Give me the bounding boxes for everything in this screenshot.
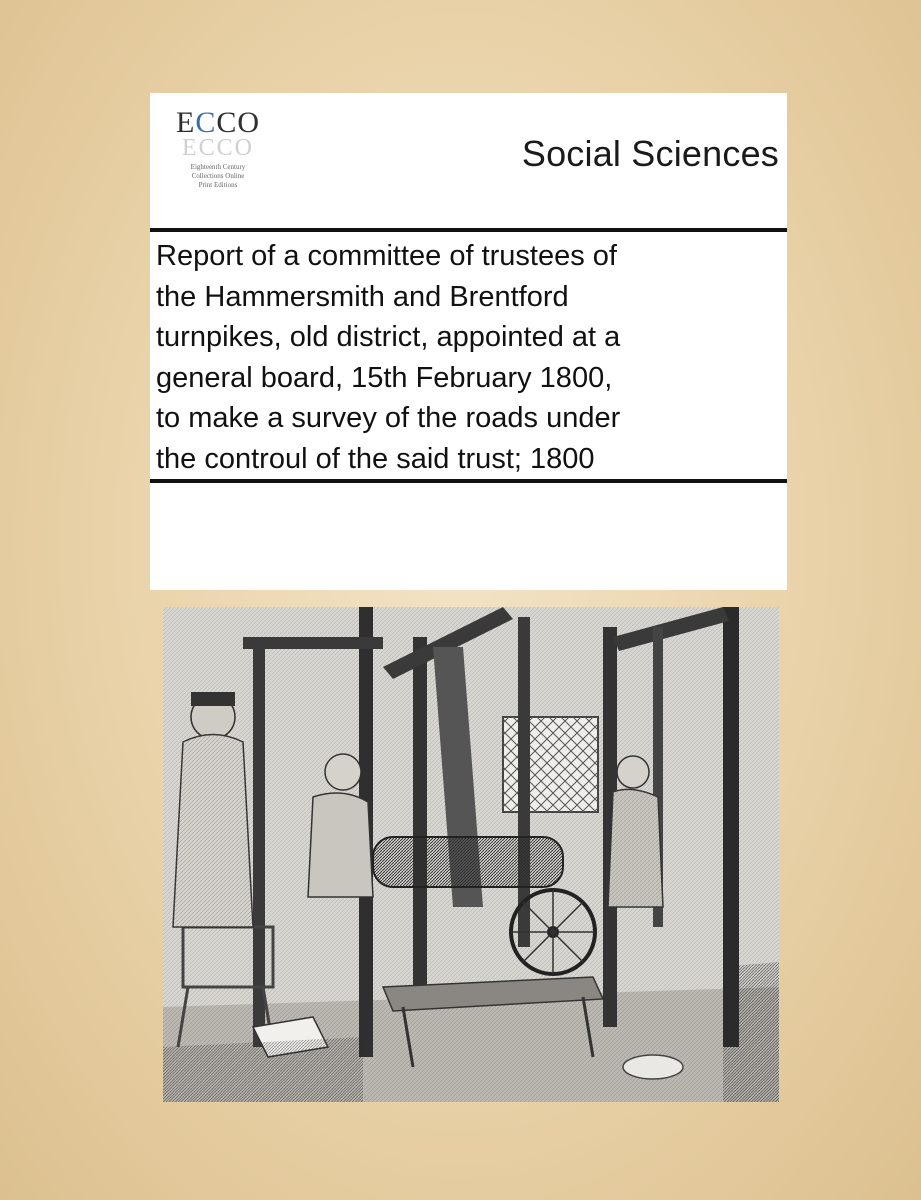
title-line: general board, 15th February 1800, xyxy=(156,361,613,394)
header-panel xyxy=(150,93,787,228)
title-line: turnpikes, old district, appointed at a xyxy=(156,321,621,353)
book-title xyxy=(156,236,786,479)
cover-illustration xyxy=(163,607,779,1102)
weaving-workshop-engraving xyxy=(163,607,779,1102)
title-panel xyxy=(150,232,787,479)
ecco-logo xyxy=(172,107,264,215)
logo-mark: ECCO xyxy=(175,106,261,139)
title-line: the Hammersmith and Brentford xyxy=(156,280,569,313)
title-line: Report of a committee of trustees of xyxy=(156,240,617,272)
logo-caption-line: Eighteenth Century xyxy=(190,163,246,171)
title-line: the controul of the said trust; 1800 xyxy=(156,442,595,475)
category-label: Social Sciences xyxy=(521,133,779,174)
blank-panel xyxy=(150,483,787,590)
logo-caption xyxy=(172,163,264,190)
logo-caption-line: Collections Online xyxy=(191,172,245,180)
logo-caption-line: Print Editions xyxy=(198,181,238,189)
title-line: to make a survey of the roads under xyxy=(156,402,621,434)
logo-reflection: ECCO xyxy=(181,135,254,161)
